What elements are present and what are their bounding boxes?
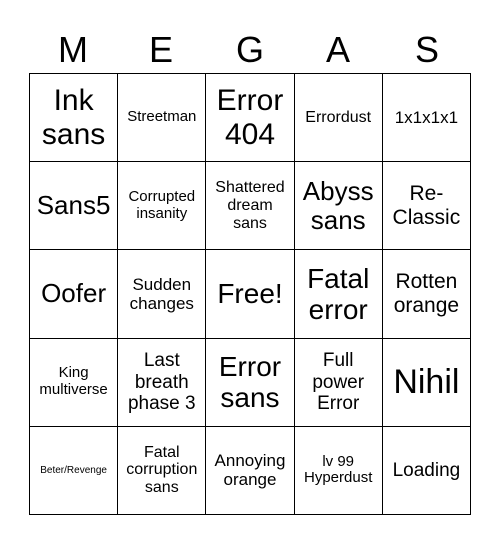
header-letter-s: S xyxy=(414,29,439,70)
bingo-cell[interactable]: Rotten orange xyxy=(383,250,471,338)
header-letter-e: E xyxy=(148,29,173,70)
bingo-cell[interactable]: Nihil xyxy=(383,339,471,427)
bingo-cell[interactable]: Full power Error xyxy=(295,339,383,427)
bingo-cell[interactable]: Sans5 xyxy=(30,162,118,250)
bingo-cell[interactable]: Annoying orange xyxy=(206,427,294,515)
bingo-cell[interactable]: Fatal corruption sans xyxy=(118,427,206,515)
bingo-cell[interactable]: King multiverse xyxy=(30,339,118,427)
bingo-cell[interactable]: Corrupted insanity xyxy=(118,162,206,250)
header-letter-a: A xyxy=(325,29,350,70)
bingo-cell[interactable]: 1x1x1x1 xyxy=(383,74,471,162)
free-space-cell[interactable]: Free! xyxy=(206,250,294,338)
bingo-cell[interactable]: Ink sans xyxy=(30,74,118,162)
bingo-cell[interactable]: Fatal error xyxy=(295,250,383,338)
bingo-cell[interactable]: Loading xyxy=(383,427,471,515)
bingo-cell[interactable]: Oofer xyxy=(30,250,118,338)
bingo-cell[interactable]: Sudden changes xyxy=(118,250,206,338)
bingo-header xyxy=(29,28,471,72)
bingo-grid xyxy=(29,73,471,515)
bingo-cell[interactable]: Re-Classic xyxy=(383,162,471,250)
header-letter-g: G xyxy=(235,29,264,70)
bingo-cell[interactable]: Last breath phase 3 xyxy=(118,339,206,427)
bingo-cell[interactable]: Errordust xyxy=(295,74,383,162)
bingo-cell[interactable]: lv 99 Hyperdust xyxy=(295,427,383,515)
bingo-cell[interactable]: Shattered dream sans xyxy=(206,162,294,250)
bingo-cell[interactable]: Abyss sans xyxy=(295,162,383,250)
bingo-cell[interactable]: Error 404 xyxy=(206,74,294,162)
bingo-cell[interactable]: Beter/Revenge xyxy=(30,427,118,515)
bingo-cell[interactable]: Streetman xyxy=(118,74,206,162)
bingo-cell[interactable]: Error sans xyxy=(206,339,294,427)
header-letter-m: M xyxy=(58,29,88,70)
